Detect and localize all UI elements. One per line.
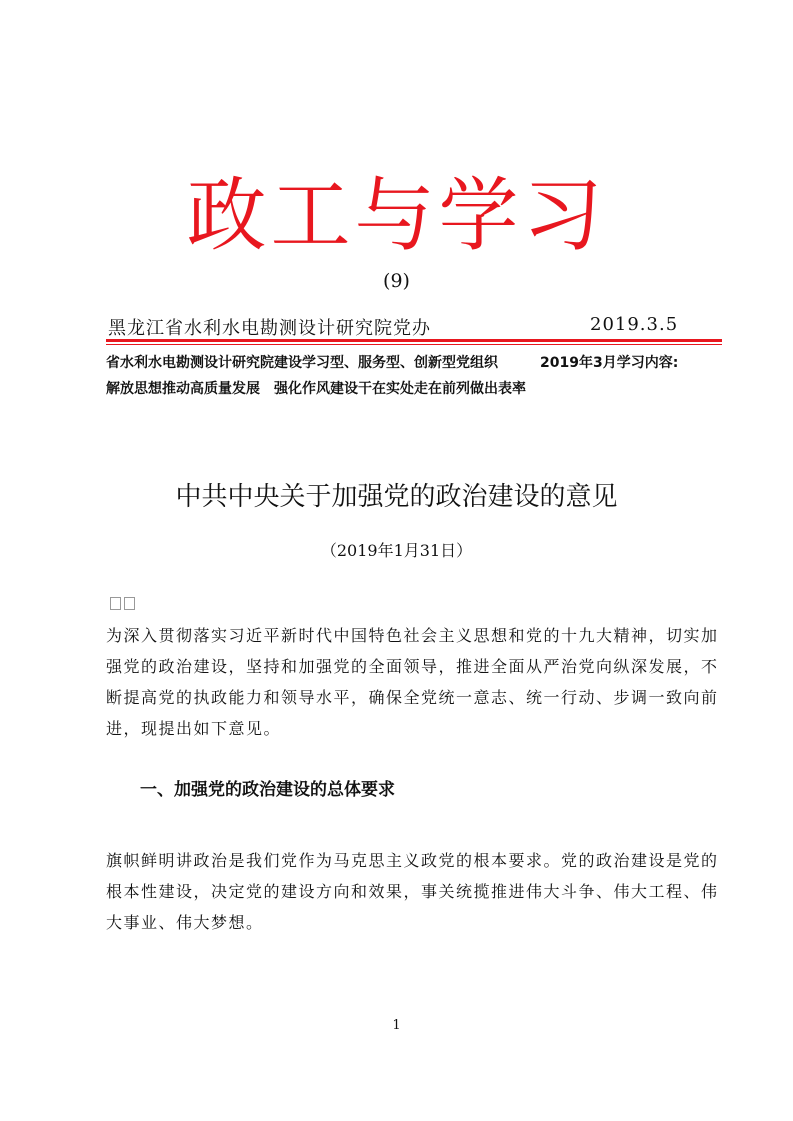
document-title: 中共中央关于加强党的政治建设的意见 — [175, 482, 618, 512]
document-date: （2019年1月31日） — [320, 541, 473, 560]
slogan-line-2: 解放思想推动高质量发展 强化作风建设干在实处走在前列做出表率 — [106, 381, 526, 397]
paragraph-section-1: 旗帜鲜明讲政治是我们党作为马克思主义政党的根本要求。党的政治建设是党的根本性建设，决定党的建设方向和效果，事关统揽推进伟大斗争、伟大工程、伟大事业、伟大梦想。 — [106, 851, 719, 932]
organization-name: 黑龙江省水利水电勘测设计研究院党办 — [108, 318, 431, 339]
missing-glyph-icon — [110, 597, 121, 610]
issue-number: (9) — [383, 270, 410, 292]
slogan-line-1: 省水利水电勘测设计研究院建设学习型、服务型、创新型党组织 — [106, 355, 498, 371]
header-rule-thin — [106, 344, 722, 345]
missing-glyph-marks — [110, 597, 135, 610]
page-number: 1 — [392, 1018, 401, 1033]
masthead-title: 政工与学习 — [186, 169, 607, 262]
missing-glyph-icon — [124, 597, 135, 610]
issue-date: 2019.3.5 — [590, 314, 679, 335]
header-rule-thick — [106, 339, 722, 342]
study-content-label: 2019年3月学习内容: — [540, 355, 679, 371]
paragraph-intro: 为深入贯彻落实习近平新时代中国特色社会主义思想和党的十九大精神，切实加强党的政治建设，坚持和加强党的全面领导，推进全面从严治党向纵深发展，不断提高党的执政能力和领导水平，确保全党统一意志、统一行动、步调一致向前进，现提出如下意见。 — [106, 626, 719, 738]
section-heading-1: 一、加强党的政治建设的总体要求 — [140, 780, 395, 800]
